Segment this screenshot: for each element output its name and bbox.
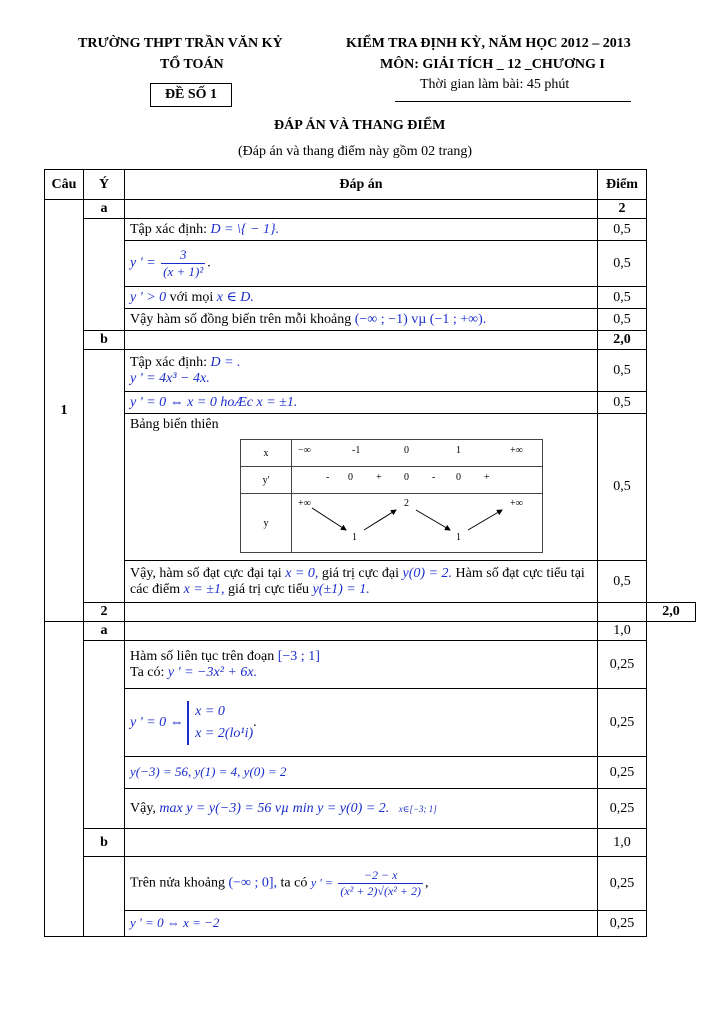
bvt-y-val: 1 [456,532,461,543]
table-row [45,757,696,789]
equation-system: x = 0 x = 2(lo¹i) [187,701,253,745]
table-row [45,603,696,622]
answer-cell: Trên nửa khoảng (−∞ ; 0], ta có y ' = $\frac{-2 - x}{\text{(x² + 2)√(x² + 2)}}$ , [125,857,598,911]
arrow-down [416,510,450,530]
arrow-up [364,510,396,530]
bvt-sign: 0 [348,472,353,483]
bvt-y-label: y [241,494,292,553]
score: 2,0 [598,331,647,350]
bvt-x-val: +∞ [510,445,523,456]
bvt-x-val: 1 [456,445,461,456]
bvt-sign: 0 [404,472,409,483]
subject: MÔN: GIẢI TÍCH _ 12 _CHƯƠNG I [380,57,605,72]
score: 2,0 [647,603,696,622]
table-row [45,414,696,561]
table-row [45,392,696,414]
answer-cell: y ' > 0 với mọi x ∈ D. [125,287,598,309]
table-row [45,287,696,309]
table-row [45,241,696,287]
score: 0,5 [598,241,647,287]
answer-cell: Tập xác định: D = . y ' = 4x³ − 4x. [125,350,598,392]
bvt-sign: 0 [456,472,461,483]
header-diem: Điểm [598,170,647,200]
bvt-x-val: −∞ [298,445,311,456]
bvt-arrows [292,494,532,550]
fraction: $\frac{-2 - x}{\text{(x² + 2)√(x² + 2)}}$ [340,868,421,898]
answer-cell: y ' = 0 ⇔ x = 0 hoÆc x = ±1. [125,392,598,414]
header-dap-an: Đáp án [125,170,598,200]
table-row [45,561,696,603]
bvt-y-val: 1 [352,532,357,543]
answer-cell: Vậy hàm số đồng biến trên mỗi khoảng (−∞ ; −1) vµ (−1 ; +∞). [125,309,598,331]
table-row [45,689,696,757]
table-row [45,789,696,829]
answer-cell: Hàm số liên tục trên đoạn [−3 ; 1] Ta có: y ' = −3x² + 6x. [125,641,598,689]
bvt-sign: - [432,472,436,483]
bvt-y-val: +∞ [510,498,523,509]
score: 0,25 [598,857,647,911]
answer-cell: y ' = 0 ⇔ x = 0 x = 2(lo¹i). [125,689,598,757]
exam-code: ĐỀ SỐ 1 [164,87,218,102]
score: 2 [598,200,647,219]
part-b: b [84,829,125,857]
arrow-down [312,508,346,530]
table-header-row [45,170,696,200]
page-title: ĐÁP ÁN VÀ THANG ĐIỂM [274,118,446,133]
exam-code-box [150,83,232,107]
bvt-y-val: +∞ [298,498,311,509]
exam-time: Thời gian làm bài: 45 phút [420,77,570,92]
table-row [45,641,696,689]
bvt-yp-label: y' [241,467,292,494]
school-name: TRƯỜNG THPT TRẦN VĂN KỶ [78,36,283,51]
score: 0,5 [598,392,647,414]
table-row [45,911,696,937]
bvt-x-label: x [241,440,292,467]
bvt-sign: + [376,472,382,483]
variation-table [240,439,543,553]
header-y: Ý [84,170,125,200]
table-row [45,331,696,350]
department: TỔ TOÁN [160,57,224,72]
table-row [45,350,696,392]
header-rule [395,101,631,102]
answer-cell: Tập xác định: D = \{ − 1}. [125,219,598,241]
score: 0,25 [598,911,647,937]
score: 0,25 [598,789,647,829]
answer-table [44,169,696,937]
header-cau: Câu [45,170,84,200]
answer-cell: y ' = $\frac{3}{\text{(x + 1)²}}$ . [125,241,598,287]
fraction: $\frac{3}{\text{(x + 1)²}}$ [163,247,204,279]
answer-cell: Vậy, hàm số đạt cực đại tại x = 0, giá trị cực đại y(0) = 2. Hàm số đạt cực tiểu tại các điểm x = ±1, giá trị cực tiểu y(±1) = 1. [125,561,598,603]
score: 0,25 [598,757,647,789]
score: 1,0 [598,622,647,641]
part-b: b [84,331,125,350]
exam-title: KIỂM TRA ĐỊNH KỲ, NĂM HỌC 2012 – 2013 [346,36,631,51]
table-row [45,200,696,219]
score: 0,25 [598,689,647,757]
score: 0,5 [598,219,647,241]
score: 0,5 [598,414,647,561]
table-row [45,857,696,911]
bvt-x-val: 0 [404,445,409,456]
table-row [45,829,696,857]
bvt-x-val: -1 [352,445,361,456]
table-row [45,622,696,641]
question-2: 2 [84,603,125,622]
answer-cell: Vậy, max y = y(−3) = 56 vµ min y = y(0) = 2. x∈[−3; 1] [125,789,598,829]
answer-cell: y ' = 0 ⇔ x = −2 [125,911,598,937]
bvt-y-val: 2 [404,498,409,509]
score: 0,5 [598,350,647,392]
part-a: a [84,200,125,219]
score: 0,5 [598,309,647,331]
bvt-sign: - [326,472,330,483]
part-a: a [84,622,125,641]
answer-cell: y(−3) = 56, y(1) = 4, y(0) = 2 [125,757,598,789]
score: 0,5 [598,287,647,309]
table-row [45,219,696,241]
score: 0,25 [598,641,647,689]
score: 1,0 [598,829,647,857]
arrow-up [468,510,502,530]
score: 0,5 [598,561,647,603]
bvt-sign: + [484,472,490,483]
question-1: 1 [45,200,84,622]
table-row [45,309,696,331]
answer-cell: Bảng biến thiên x −∞ -1 0 1 +∞ y' - 0 + 0 - 0 + y +∞ 2 +∞ 1 1 [125,414,598,561]
page-subtitle: (Đáp án và thang điểm này gồm 02 trang) [238,144,473,159]
